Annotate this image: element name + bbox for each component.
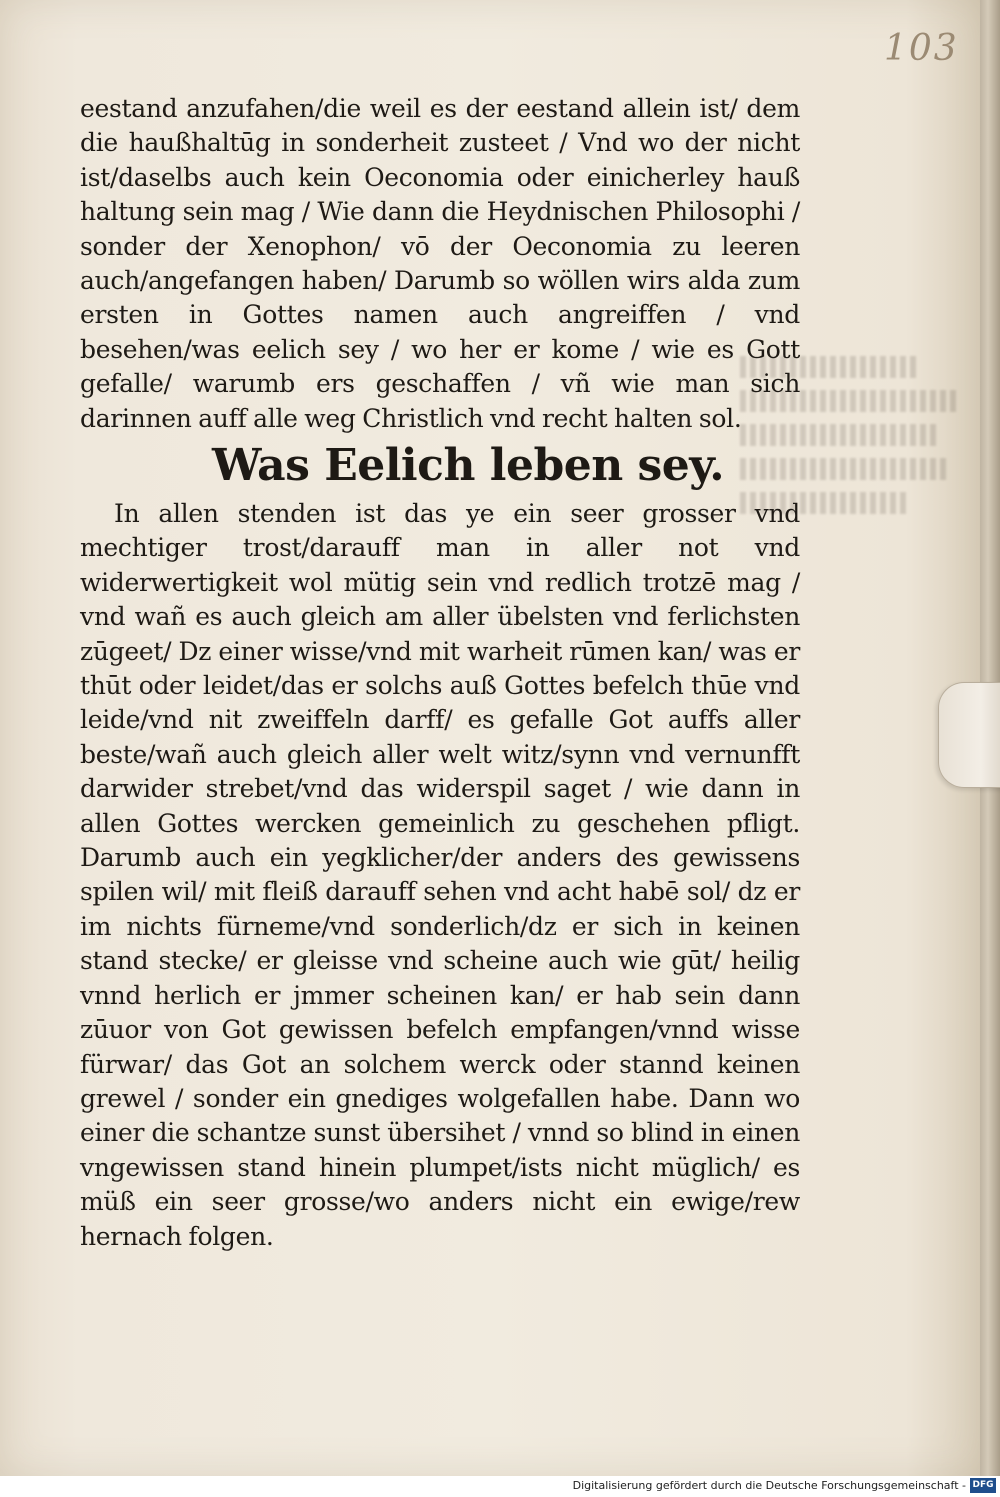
funding-credit: Digitalisierung gefördert durch die Deutsche Forschungsgemeinschaft - xyxy=(572,1479,966,1492)
section-heading: Was Eelich leben sey. xyxy=(212,440,725,491)
paragraph-one: eestand anzufahen/die weil es der eestand allein ist/ dem die haußhaltūg in sonderheit zusteet / Vnd wo der nicht ist/daselbs auch kein Oeconomia oder einicherley hauß haltung sein mag / Wie dann die Heydnischen Philosophi / sonder der Xenophon/ vō der Oeconomia zu leeren auch/angefangen haben/ Darumb so wöllen wirs alda zum ersten in Gottes namen auch angreiffen / vnd besehen/was eelich sey / wo her er kome / wie es Gott gefalle/ warumb ers geschaffen / vñ wie man sich darinnen auff alle weg Christlich vnd recht halten sol. xyxy=(80,94,800,433)
paragraph-two: In allen stenden ist das ye ein seer grosser vnd mechtiger trost/darauff man in aller not vnd widerwertigkeit wol mütig sein vnd redlich trotzē mag / vnd wañ es auch gleich am aller übelsten vnd ferlichsten zūgeet/ Dz einer wisse/vnd mit warheit rūmen kan/ was er thūt oder leidet/das er solchs auß Gottes befelch thūe vnd leide/vnd nit zweiffeln darff/ es gefalle Got auffs aller beste/wañ auch gleich aller welt witz/synn vnd vernunfft darwider strebet/vnd das widerspil saget / wie dann in allen Gottes wercken gemeinlich zu geschehen pfligt. Darumb auch ein yegklicher/der anders des gewissens spilen wil/ mit fleiß darauff sehen vnd acht habē sol/ dz er im nichts fürneme/vnd sonderlich/dz er sich in keinen stand stecke/ er gleisse vnd scheine auch wie gūt/ heilig vnnd herlich er jmmer scheinen kan/ er hab sein dann zūuor von Got gewissen befelch empfangen/vnnd wisse fürwar/ das Got an solchem werck oder stannd keinen grewel / sonder ein gnediges wolgefallen habe. Dann wo einer die schantze sunst übersihet / vnnd so blind in einen vngewissen stand hinein plumpet/ists nicht müglich/ es müß ein seer grosse/wo anders nicht ein ewige/rew hernach folgen. xyxy=(80,499,800,1251)
dfg-logo-icon: DFG xyxy=(970,1478,996,1493)
page-clip-tab xyxy=(938,682,1000,788)
folio-number: 103 xyxy=(884,28,959,69)
footer-bar xyxy=(0,1476,1000,1497)
text-column xyxy=(80,92,800,436)
